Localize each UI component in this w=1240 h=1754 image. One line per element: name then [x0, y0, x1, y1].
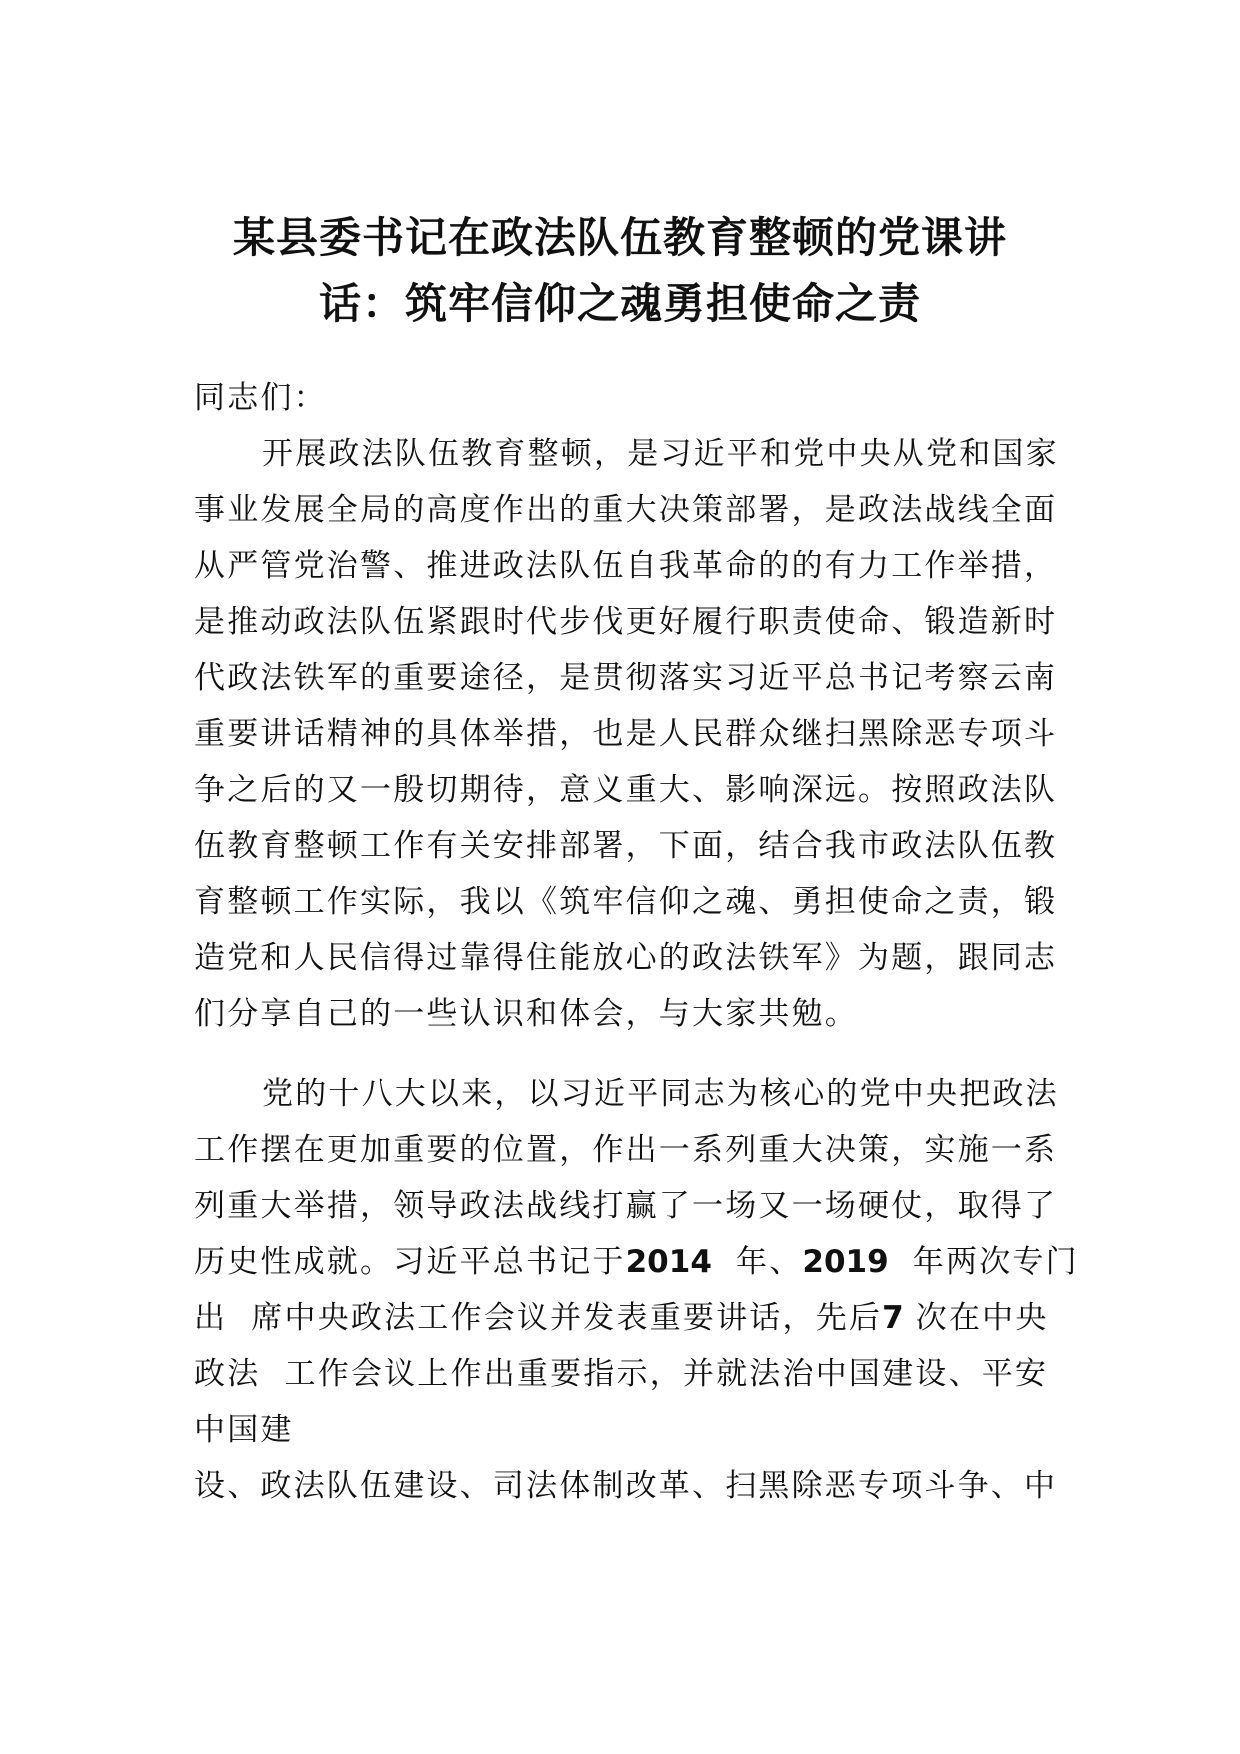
paragraph-line: 设、政法队伍建设、司法体制改革、扫黑除恶专项斗争、中	[194, 1468, 1058, 1504]
year-number: 2014	[625, 1244, 712, 1280]
paragraph-2	[194, 1066, 1079, 1514]
paragraph-line: 是推动政法队伍紧跟时代步伐更好履行职责使命、锻造新时	[194, 604, 1058, 640]
paragraph-line	[194, 1234, 1079, 1290]
paragraph-line: 列重大举措，领导政法战线打赢了一场又一场硬仗，取得了	[194, 1188, 1058, 1224]
paragraph-spacer	[194, 1042, 1054, 1066]
line-text: 次在中央	[903, 1300, 1049, 1336]
paragraph-line	[194, 1290, 1054, 1346]
document-body	[194, 370, 1079, 1514]
line-text: 年、	[711, 1244, 803, 1280]
count-number: 7	[882, 1300, 904, 1336]
salutation: 同志们：	[194, 380, 327, 416]
paragraph-line: 事业发展全局的高度作出的重大决策部署，是政法战线全面	[194, 492, 1058, 528]
document-title	[160, 205, 1080, 337]
paragraph-line: 伍教育整顿工作有关安排部署，下面，结合我市政法队伍教	[194, 828, 1058, 864]
title-line: 话：筑牢信仰之魂勇担使命之责	[318, 279, 921, 328]
paragraph-1	[194, 426, 1059, 1042]
line-text: 年两次专门	[888, 1244, 1079, 1280]
paragraph-line: 工作摆在更加重要的位置，作出一系列重大决策，实施一系	[194, 1132, 1058, 1168]
line-text: 历史性成就。习近平总书记于	[194, 1244, 626, 1280]
paragraph-line: 造党和人民信得过靠得住能放心的政法铁军》为题，跟同志	[194, 940, 1058, 976]
paragraph-line: 代政法铁军的重要途径，是贯彻落实习近平总书记考察云南	[194, 660, 1058, 696]
paragraph-line: 们分享自己的一些认识和体会，与大家共勉。	[194, 996, 858, 1032]
title-line: 某县委书记在政法队伍教育整顿的党课讲	[232, 213, 1007, 262]
paragraph-line: 开展政法队伍教育整顿，是习近平和党中央从党和国家	[262, 436, 1059, 472]
paragraph-line: 争之后的又一殷切期待，意义重大、影响深远。按照政法队	[194, 772, 1058, 808]
paragraph-line: 中国建	[194, 1412, 294, 1448]
paragraph-line: 重要讲话精神的具体举措，也是人民群众继扫黑除恶专项斗	[194, 716, 1058, 752]
paragraph-line: 从严管党治警、推进政法队伍自我革命的的有力工作举措，	[194, 548, 1058, 584]
paragraph-line: 政法 工作会议上作出重要指示，并就法治中国建设、平安	[194, 1356, 1049, 1392]
paragraph-line: 党的十八大以来，以习近平同志为核心的党中央把政法	[262, 1076, 1059, 1112]
year-number: 2019	[802, 1244, 889, 1280]
line-text: 出 席中央政法工作会议并发表重要讲话，先后	[194, 1300, 883, 1336]
paragraph-line: 育整顿工作实际，我以《筑牢信仰之魂、勇担使命之责，锻	[194, 884, 1058, 920]
